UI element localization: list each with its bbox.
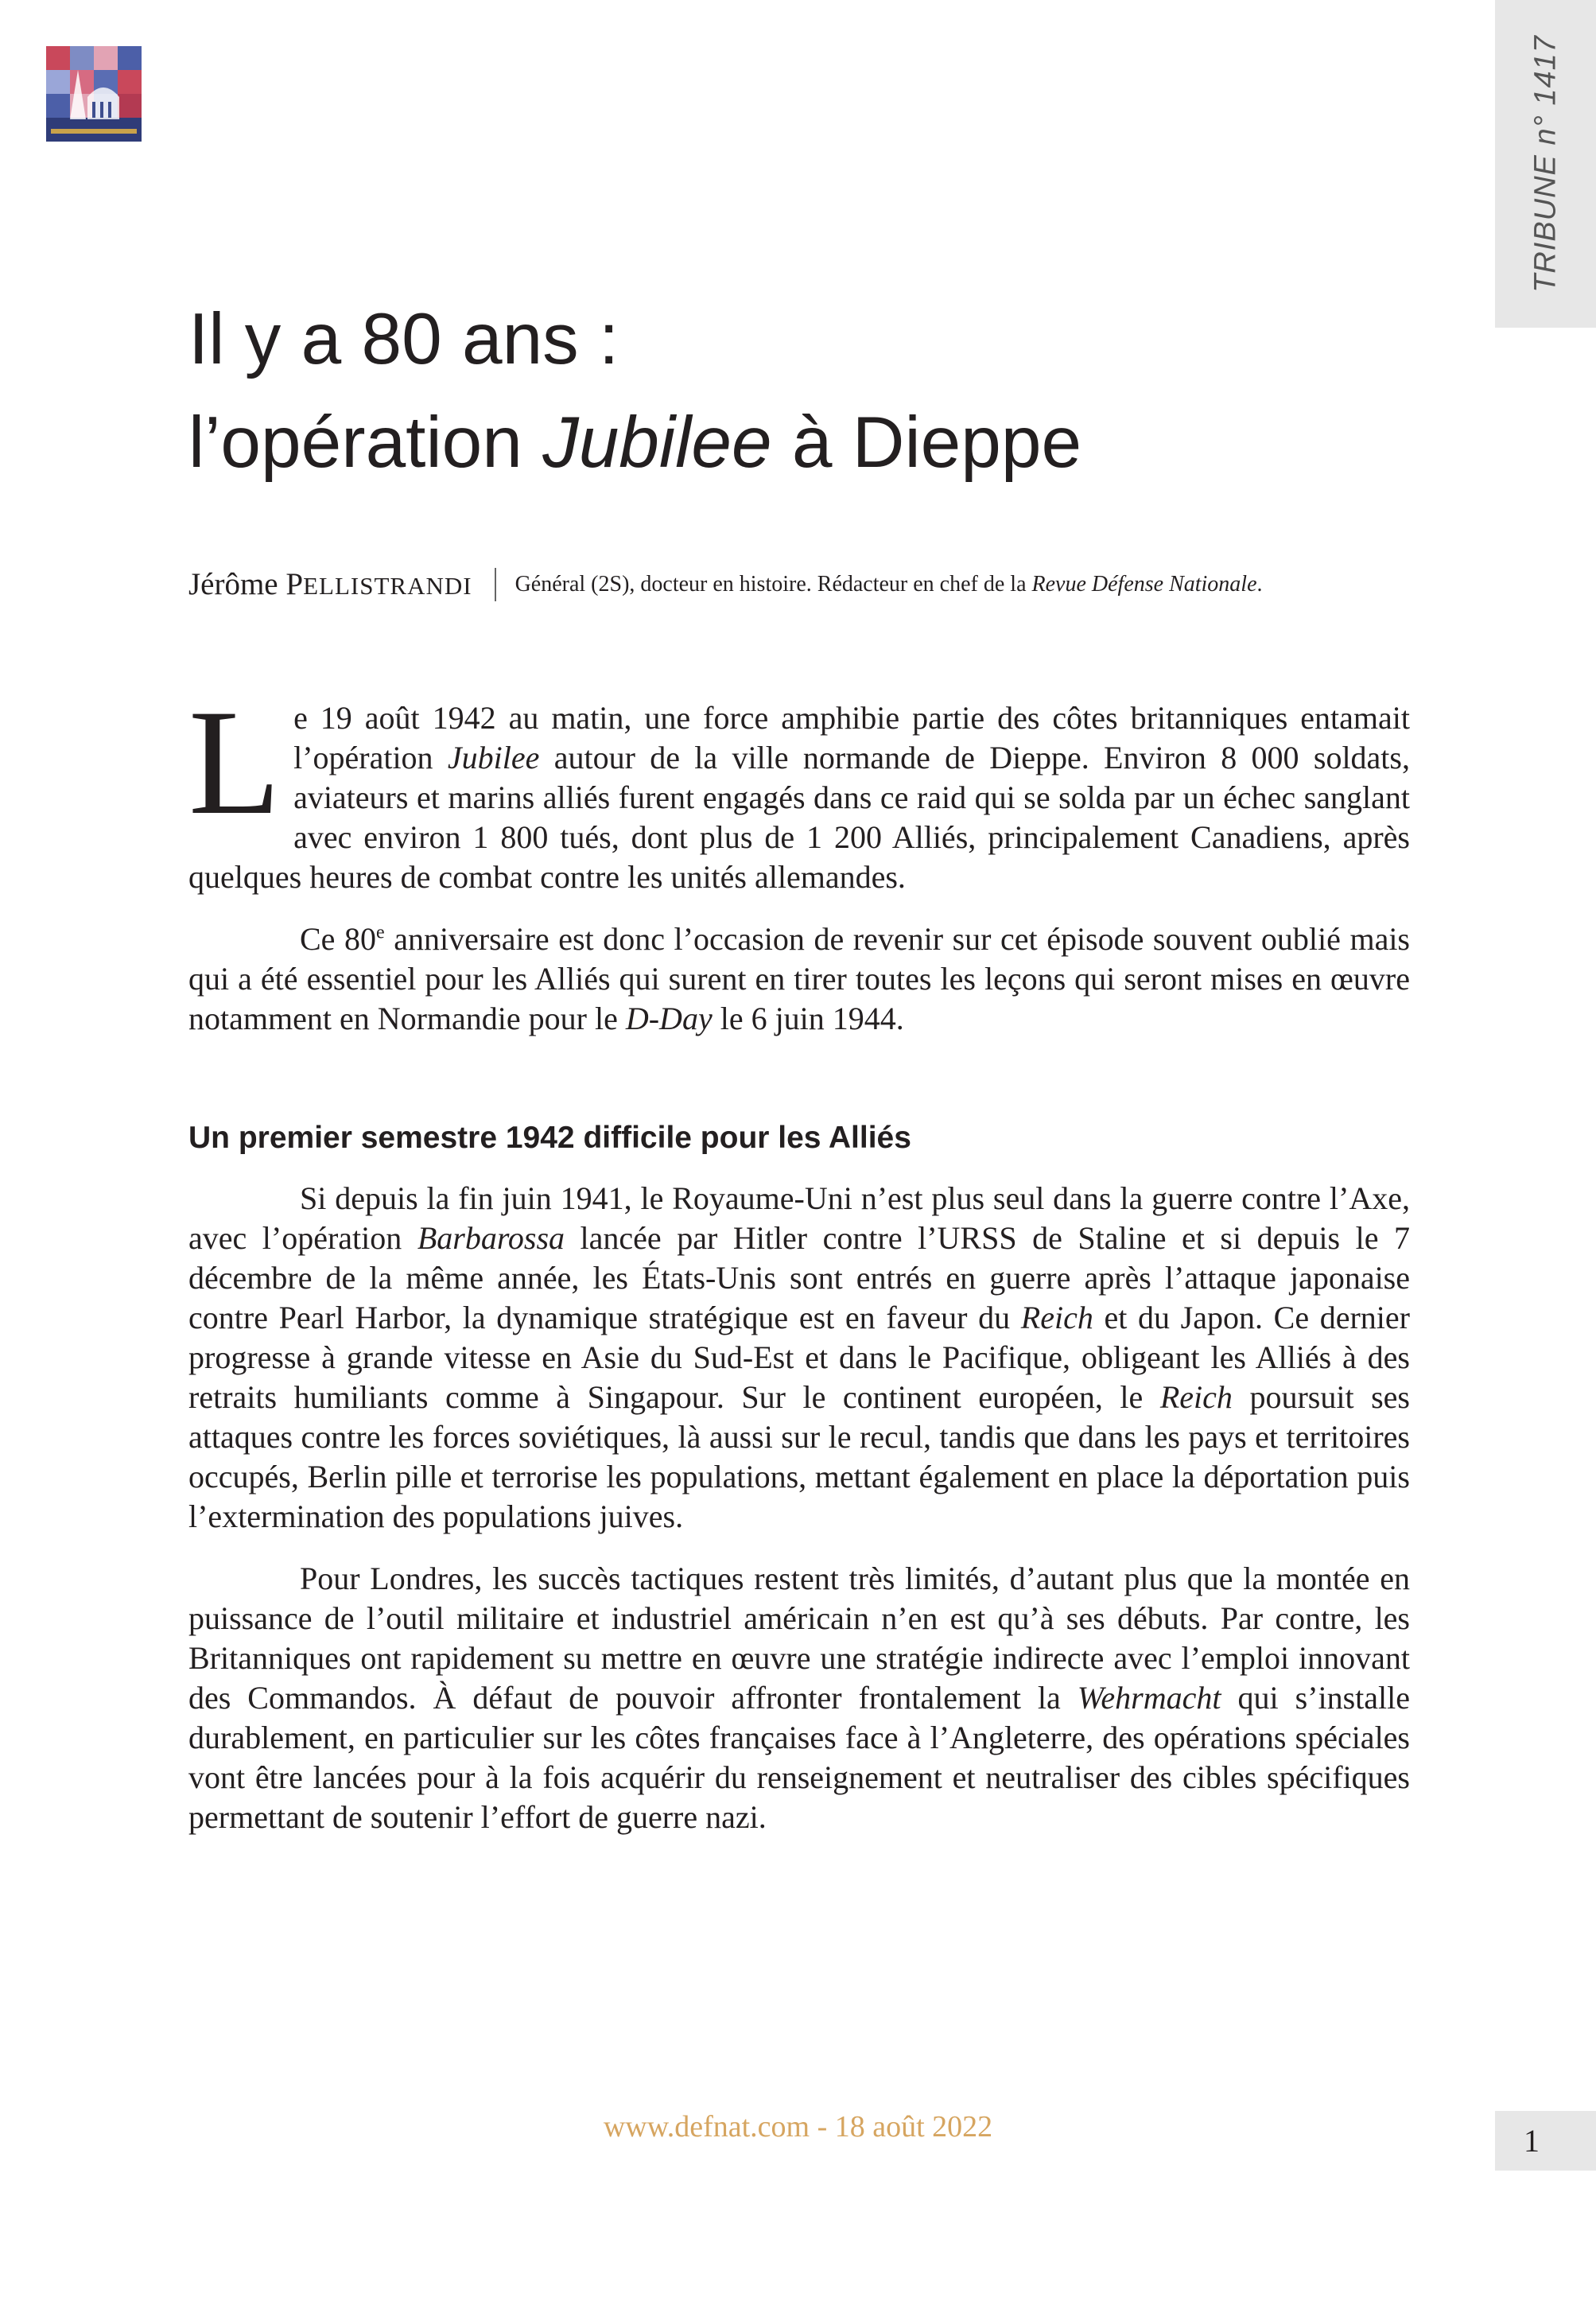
footer-url-date: www.defnat.com - 18 août 2022: [603, 2110, 993, 2144]
page-number-tab: [1495, 2111, 1596, 2171]
author-affiliation: Général (2S), docteur en histoire. Rédacteur en chef de la Revue Défense Nationale.: [515, 571, 1263, 597]
section-paragraph-2: Pour Londres, les succès tactiques restent très limités, d’autant plus que la montée en puissance de l’outil militaire et industriel américain n’en est qu’à ses débuts. Par contre, les Britanniques ont rapidement su mettre en œuvre une stratégie indirecte avec l’emploi innovant des Commandos. À défaut de pouvoir affronter frontalement la Wehrmacht qui s’installe durablement, en particulier sur les côtes françaises face à l’Angleterre, des opérations spéciales vont être lancées pour à la fois acquérir du renseignement et neutraliser des cibles spécifiques permettant de soutenir l’effort de guerre nazi.: [188, 1561, 1411, 1835]
author-name: Jérôme PELLISTRANDI: [188, 567, 472, 601]
tribune-number: TRIBUNE n° 1417: [1528, 35, 1562, 293]
title-line-1: Il y a 80 ans :: [188, 299, 619, 379]
drop-cap: L: [188, 679, 282, 846]
page-title: [188, 288, 1081, 495]
article-body: [188, 679, 1411, 1837]
title-italic-jubilee: Jubilee: [542, 402, 772, 483]
intro-paragraph-1: Le 19 août 1942 au matin, une force amphibie partie des côtes britanniques entamait l’opération Jubilee autour de la ville normande de Dieppe. Environ 8 000 soldats, aviateurs et marins alliés furent engagés dans ce raid qui se solda par un échec sanglant avec environ 1 800 tués, dont plus de 1 200 Alliés, principalement Canadiens, après quelques heures de combat contre les unités allemandes.: [188, 679, 1410, 895]
title-line-2: l’opération Jubilee à Dieppe: [188, 402, 1082, 483]
intro-paragraph-2: Ce 80e anniversaire est donc l’occasion de revenir sur cet épisode souvent oublié mais qui a été essentiel pour les Alliés qui surent en tirer toutes les leçons qui seront mises en œuvre notamment en Normandie pour le D-Day le 6 juin 1944.: [188, 921, 1411, 1036]
tribune-side-tab: [1495, 0, 1596, 328]
byline: [188, 566, 1493, 602]
defense-nationale-logo-icon: [46, 46, 142, 142]
section-paragraph-1: Si depuis la fin juin 1941, le Royaume-Uni n’est plus seul dans la guerre contre l’Axe, avec l’opération Barbarossa lancée par Hitler contre l’URSS de Staline et si depuis le 7 décembre de la même année, les États-Unis sont entrés en guerre après l’attaque japonaise contre Pearl Harbor, la dynamique stratégique est en faveur du Reich et du Japon. Ce dernier progresse à grande vitesse en Asie du Sud-Est et dans le Pacifique, obligeant les Alliés à des retraits humiliants comme à Singapour. Sur le continent européen, le Reich poursuit ses attaques contre les forces soviétiques, là aussi sur le recul, tandis que dans les pays et territoires occupés, Berlin pille et terrorise les populations, mettant également en place la déportation puis l’extermination des populations juives.: [188, 1180, 1410, 1534]
section-heading: Un premier semestre 1942 difficile pour les Alliés: [188, 1121, 911, 1155]
byline-divider: [495, 568, 496, 601]
page-number: 1: [1524, 2123, 1540, 2159]
